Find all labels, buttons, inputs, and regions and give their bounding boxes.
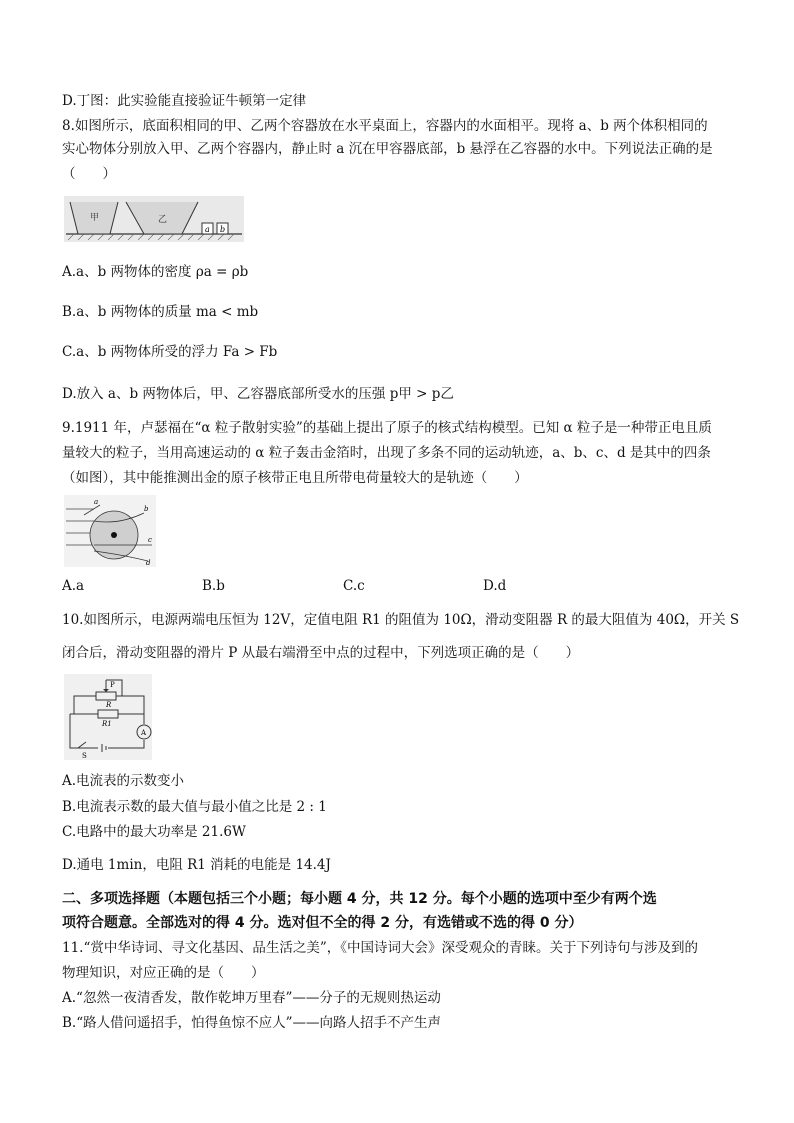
q10-stem-1: 10.如图所示，电源两端电压恒为 12V，定值电阻 R1 的阻值为 10Ω，滑动变阻器 R 的最大阻值为 40Ω，开关 S: [62, 612, 740, 628]
q8-option-a: A.a、b 两物体的密度 ρa = ρb: [62, 264, 249, 280]
q9-stem-3: （如图），其中能推测出金的原子核带正电且所带电荷量较大的是轨迹（ ）: [62, 470, 528, 486]
q10-option-a: A.电流表的示数变小: [62, 773, 185, 789]
q8-option-d: D.放入 a、b 两物体后，甲、乙容器底部所受水的压强 p甲 > p乙: [62, 386, 454, 402]
track-label-d: d: [146, 559, 151, 567]
q8-option-b: B.a、b 两物体的质量 ma < mb: [62, 304, 259, 320]
resistor-label: R1: [102, 720, 112, 728]
q9-option-a: A.a: [62, 578, 85, 594]
q8-stem-2: 实心物体分别放入甲、乙两个容器内，静止时 a 沉在甲容器底部，b 悬浮在乙容器的水中。下列说法正确的是: [62, 141, 713, 157]
q10-option-c: C.电路中的最大功率是 21.6W: [62, 824, 246, 840]
q8-stem-1: 8.如图所示，底面积相同的甲、乙两个容器放在水平桌面上，容器内的水面相平。现将 a、b 两个体积相同的: [62, 118, 708, 134]
q10-option-b: B.电流表示数的最大值与最小值之比是 2 : 1: [62, 799, 327, 815]
q9-option-c: C.c: [343, 578, 365, 594]
track-label-c: c: [148, 536, 152, 544]
section2-heading-1: 二、多项选择题（本题包括三个小题；每小题 4 分，共 12 分。每个小题的选项中至少有两个选: [62, 891, 657, 907]
container-label-right: 乙: [158, 215, 168, 225]
q11-stem-2: 物理知识，对应正确的是（ ）: [62, 965, 265, 981]
switch-label: S: [82, 752, 87, 760]
q9-stem-2: 量较大的粒子，当用高速运动的 α 粒子轰击金箔时，出现了多条不同的运动轨迹，a、b、c、d 是其中的四条: [62, 445, 711, 461]
q8-option-c: C.a、b 两物体所受的浮力 Fa > Fb: [62, 344, 278, 360]
q11-stem-1: 11.“赏中华诗词、寻文化基因、品生活之美”，《中国诗词大会》深受观众的青睐。关于下列诗句与涉及到的: [62, 940, 699, 956]
alpha-scatter-figure: [64, 495, 156, 567]
section2-heading-2: 项符合题意。全部选对的得 4 分。选对但不全的得 2 分，有选错或不选的得 0 分）: [62, 915, 583, 931]
q9-stem-1: 9.1911 年，卢瑟福在“α 粒子散射实验”的基础上提出了原子的核式结构模型。已知 α 粒子是一种带正电且质: [62, 420, 712, 436]
rheostat-label: R: [106, 701, 112, 709]
q10-stem-2: 闭合后，滑动变阻器的滑片 P 从最右端滑至中点的过程中，下列选项正确的是（ ）: [62, 645, 580, 661]
q9-option-b: B.b: [202, 578, 225, 594]
track-label-b: b: [144, 505, 149, 513]
q11-option-b: B.“路人借问遥招手，怕得鱼惊不应人”——向路人招手不产生声: [62, 1015, 442, 1031]
q9-option-d: D.d: [483, 578, 507, 594]
block-b-label: b: [220, 225, 226, 234]
containers-figure: [64, 196, 244, 242]
block-a-label: a: [205, 225, 210, 234]
option-d-prev: D.丁图：此实验能直接验证牛顿第一定律: [62, 93, 307, 109]
slider-label: P: [110, 681, 115, 689]
circuit-figure: [64, 674, 152, 760]
q10-option-d: D.通电 1min，电阻 R1 消耗的电能是 14.4J: [62, 857, 331, 873]
container-label-left: 甲: [90, 213, 100, 223]
q9-options: [62, 578, 662, 598]
q8-stem-3: （ ）: [62, 166, 116, 182]
track-label-a: a: [94, 498, 99, 506]
ammeter-label: A: [141, 729, 147, 737]
q11-option-a: A.“忽然一夜清香发，散作乾坤万里春”——分子的无规则热运动: [62, 990, 441, 1006]
